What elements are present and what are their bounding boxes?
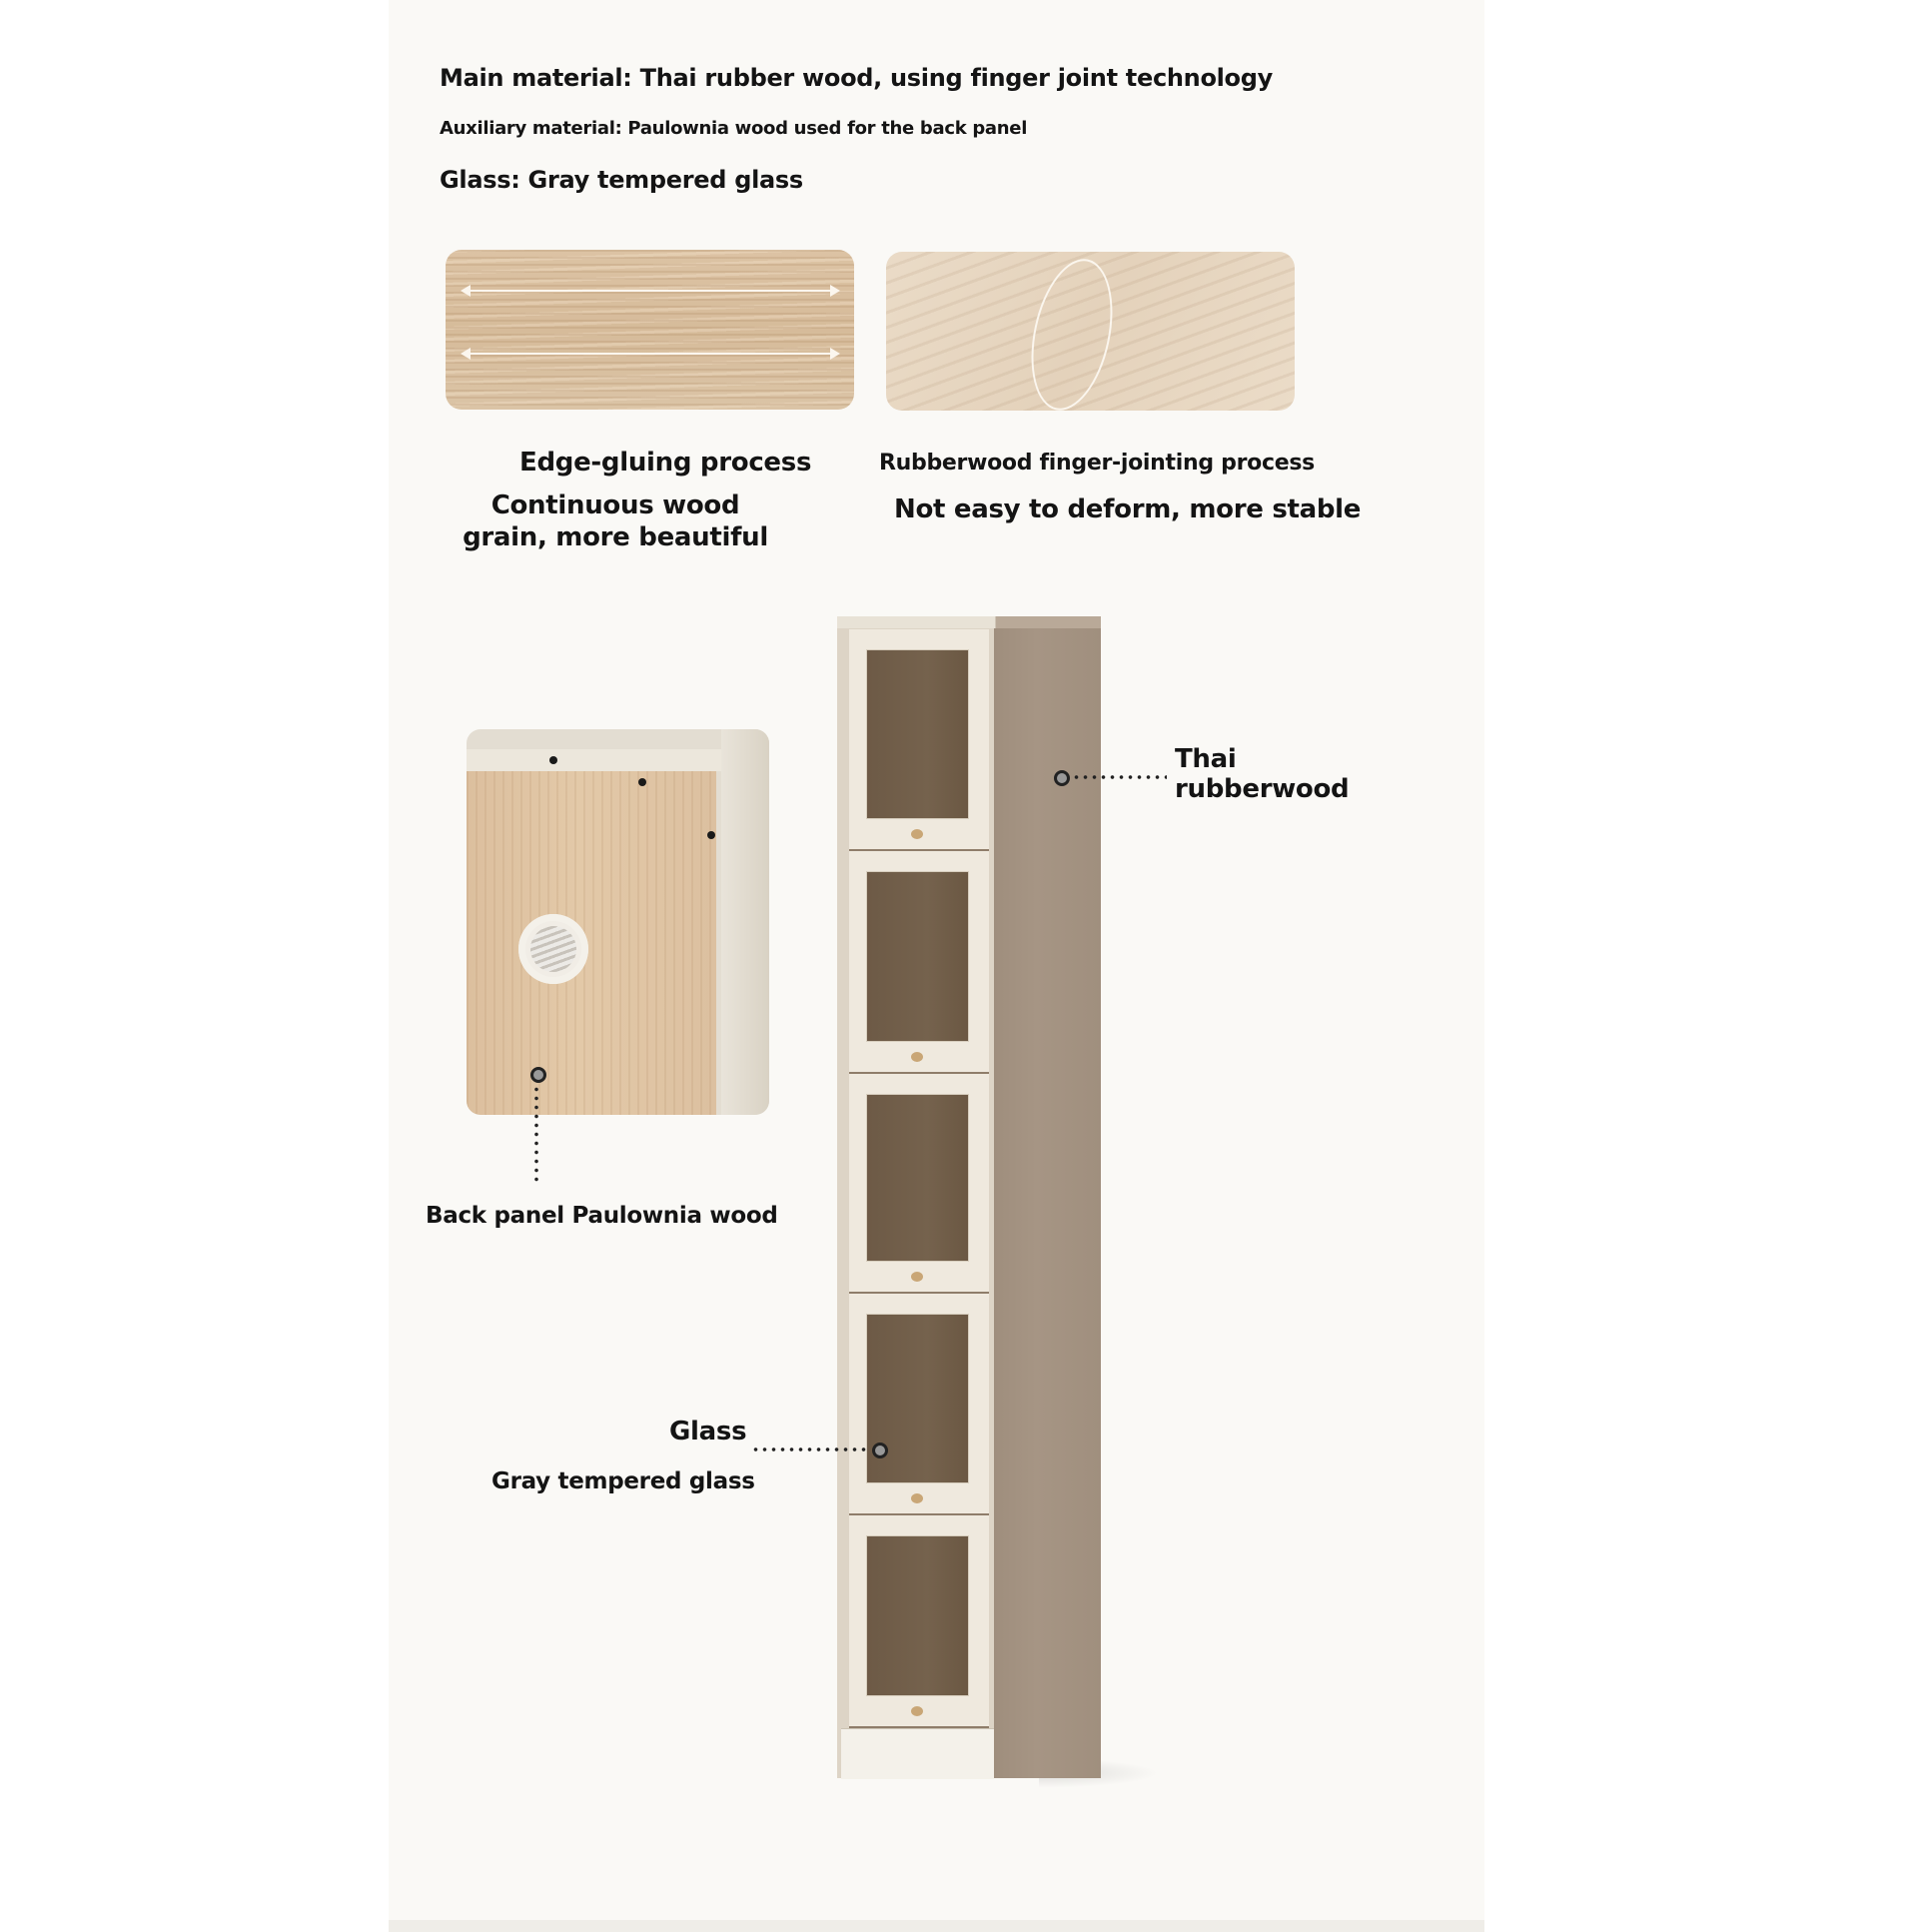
process-desc-finger-joint: Not easy to deform, more stable — [894, 494, 1362, 524]
top-rail — [467, 749, 721, 771]
knob-icon — [911, 829, 923, 839]
knob-icon — [911, 1052, 923, 1062]
glass-pane — [866, 871, 969, 1042]
cabinet-side — [994, 624, 1101, 1778]
side-panel — [721, 729, 769, 1115]
double-arrow-icon — [471, 353, 830, 355]
double-arrow-icon — [471, 290, 830, 292]
back-panel-photo — [467, 729, 769, 1115]
screw-icon — [707, 831, 715, 839]
knob-icon — [911, 1493, 923, 1503]
callout-marker-icon — [1054, 770, 1070, 786]
callout-thai-rubberwood: Thai rubberwood — [1175, 744, 1350, 804]
spec-auxiliary-material: Auxiliary material: Paulownia wood used for the back panel — [440, 118, 1028, 139]
cabinet-door — [849, 1294, 989, 1515]
wood-edge-gluing-photo — [446, 250, 854, 410]
knob-icon — [911, 1706, 923, 1716]
callout-glass-subtitle: Gray tempered glass — [491, 1468, 755, 1494]
spec-glass: Glass: Gray tempered glass — [440, 166, 803, 194]
callout-glass-title: Glass — [669, 1417, 747, 1447]
callout-marker-icon — [530, 1067, 546, 1083]
glass-pane — [866, 649, 969, 819]
cabinet-plinth — [841, 1728, 994, 1779]
cabinet-door — [849, 1074, 989, 1294]
callout-leader-line — [1072, 775, 1167, 779]
paulownia-panel — [467, 771, 716, 1115]
panel-bottom-edge — [389, 1920, 1484, 1932]
cabinet-door — [849, 851, 989, 1074]
knob-icon — [911, 1272, 923, 1282]
cabinet-door — [849, 629, 989, 851]
callout-leader-line — [751, 1448, 869, 1451]
vent-icon — [518, 914, 588, 984]
glass-pane — [866, 1094, 969, 1262]
screw-icon — [638, 778, 646, 786]
callout-leader-line — [534, 1085, 538, 1185]
callout-marker-icon — [872, 1443, 888, 1458]
process-title-edge-gluing: Edge-gluing process — [519, 448, 812, 478]
callout-back-panel: Back panel Paulownia wood — [426, 1203, 778, 1229]
glass-pane — [866, 1535, 969, 1696]
cabinet-door — [849, 1515, 989, 1728]
screw-icon — [549, 756, 557, 764]
cabinet-top — [837, 616, 1101, 628]
process-title-finger-joint: Rubberwood finger-jointing process — [879, 451, 1315, 476]
process-desc-edge-gluing: Continuous wood grain, more beautiful — [463, 490, 768, 552]
spec-main-material: Main material: Thai rubber wood, using finger joint technology — [440, 64, 1273, 92]
